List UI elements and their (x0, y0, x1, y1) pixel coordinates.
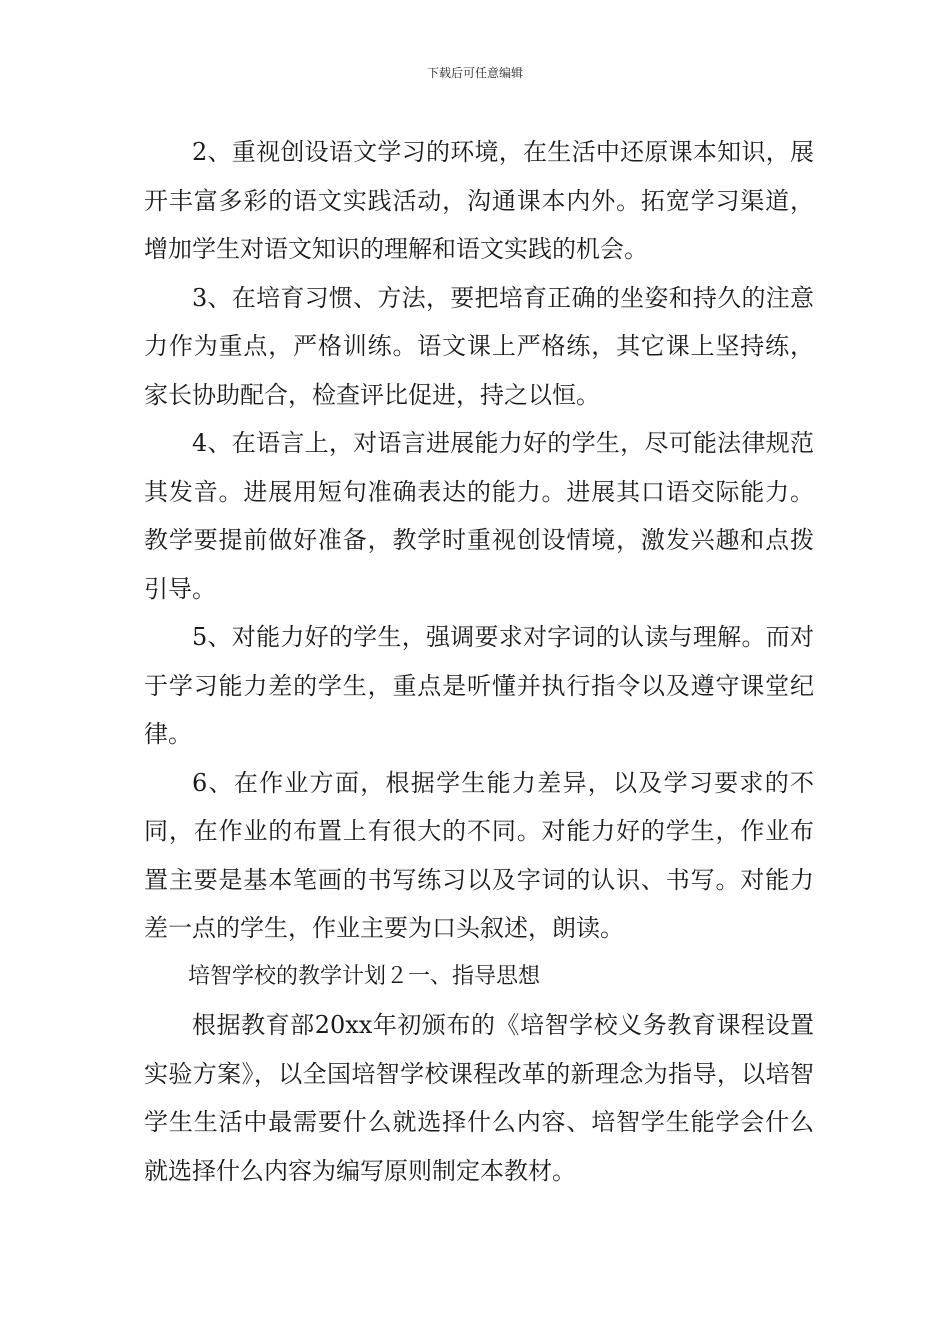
page-header: 下载后可任意编辑 (426, 66, 523, 80)
document-body (144, 128, 814, 1195)
paragraph-item-2: 2、重视创设语文学习的环境，在生活中还原课本知识，展开丰富多彩的语文实践活动，沟通课本内外。拓宽学习渠道，增加学生对语文知识的理解和语文实践的机会。 (144, 138, 814, 263)
paragraph-guiding-idea: 根据教育部20xx年初颁布的《培智学校义务教育课程设置实验方案》，以全国培智学校课程改革的新理念为指导，以培智学生生活中最需要什么就选择什么内容、培智学生能学会什么就选择什么内容为编写原则制定本教材。 (144, 1011, 814, 1185)
section-heading: 培智学校的教学计划２一、指导思想 (188, 963, 541, 989)
paragraph-item-3: 3、在培育习惯、方法，要把培育正确的坐姿和持久的注意力作为重点，严格训练。语文课上严格练，其它课上坚持练，家长协助配合，检查评比促进，持之以恒。 (144, 283, 814, 409)
paragraph-item-6: 6、在作业方面，根据学生能力差异，以及学习要求的不同，在作业的布置上有很大的不同。对能力好的学生，作业布置主要是基本笔画的书写练习以及字词的认识、书写。对能力差一点的学生，作业主要为口头叙述，朗读。 (144, 768, 814, 942)
paragraph-item-4: 4、在语言上，对语言进展能力好的学生，尽可能法律规范其发音。进展用短句准确表达的能力。进展其口语交际能力。教学要提前做好准备，教学时重视创设情境，激发兴趣和点拨引导。 (144, 429, 814, 603)
paragraph-item-5: 5、对能力好的学生，强调要求对字词的认读与理解。而对于学习能力差的学生，重点是听懂并执行指令以及遵守课堂纪律。 (144, 623, 814, 748)
